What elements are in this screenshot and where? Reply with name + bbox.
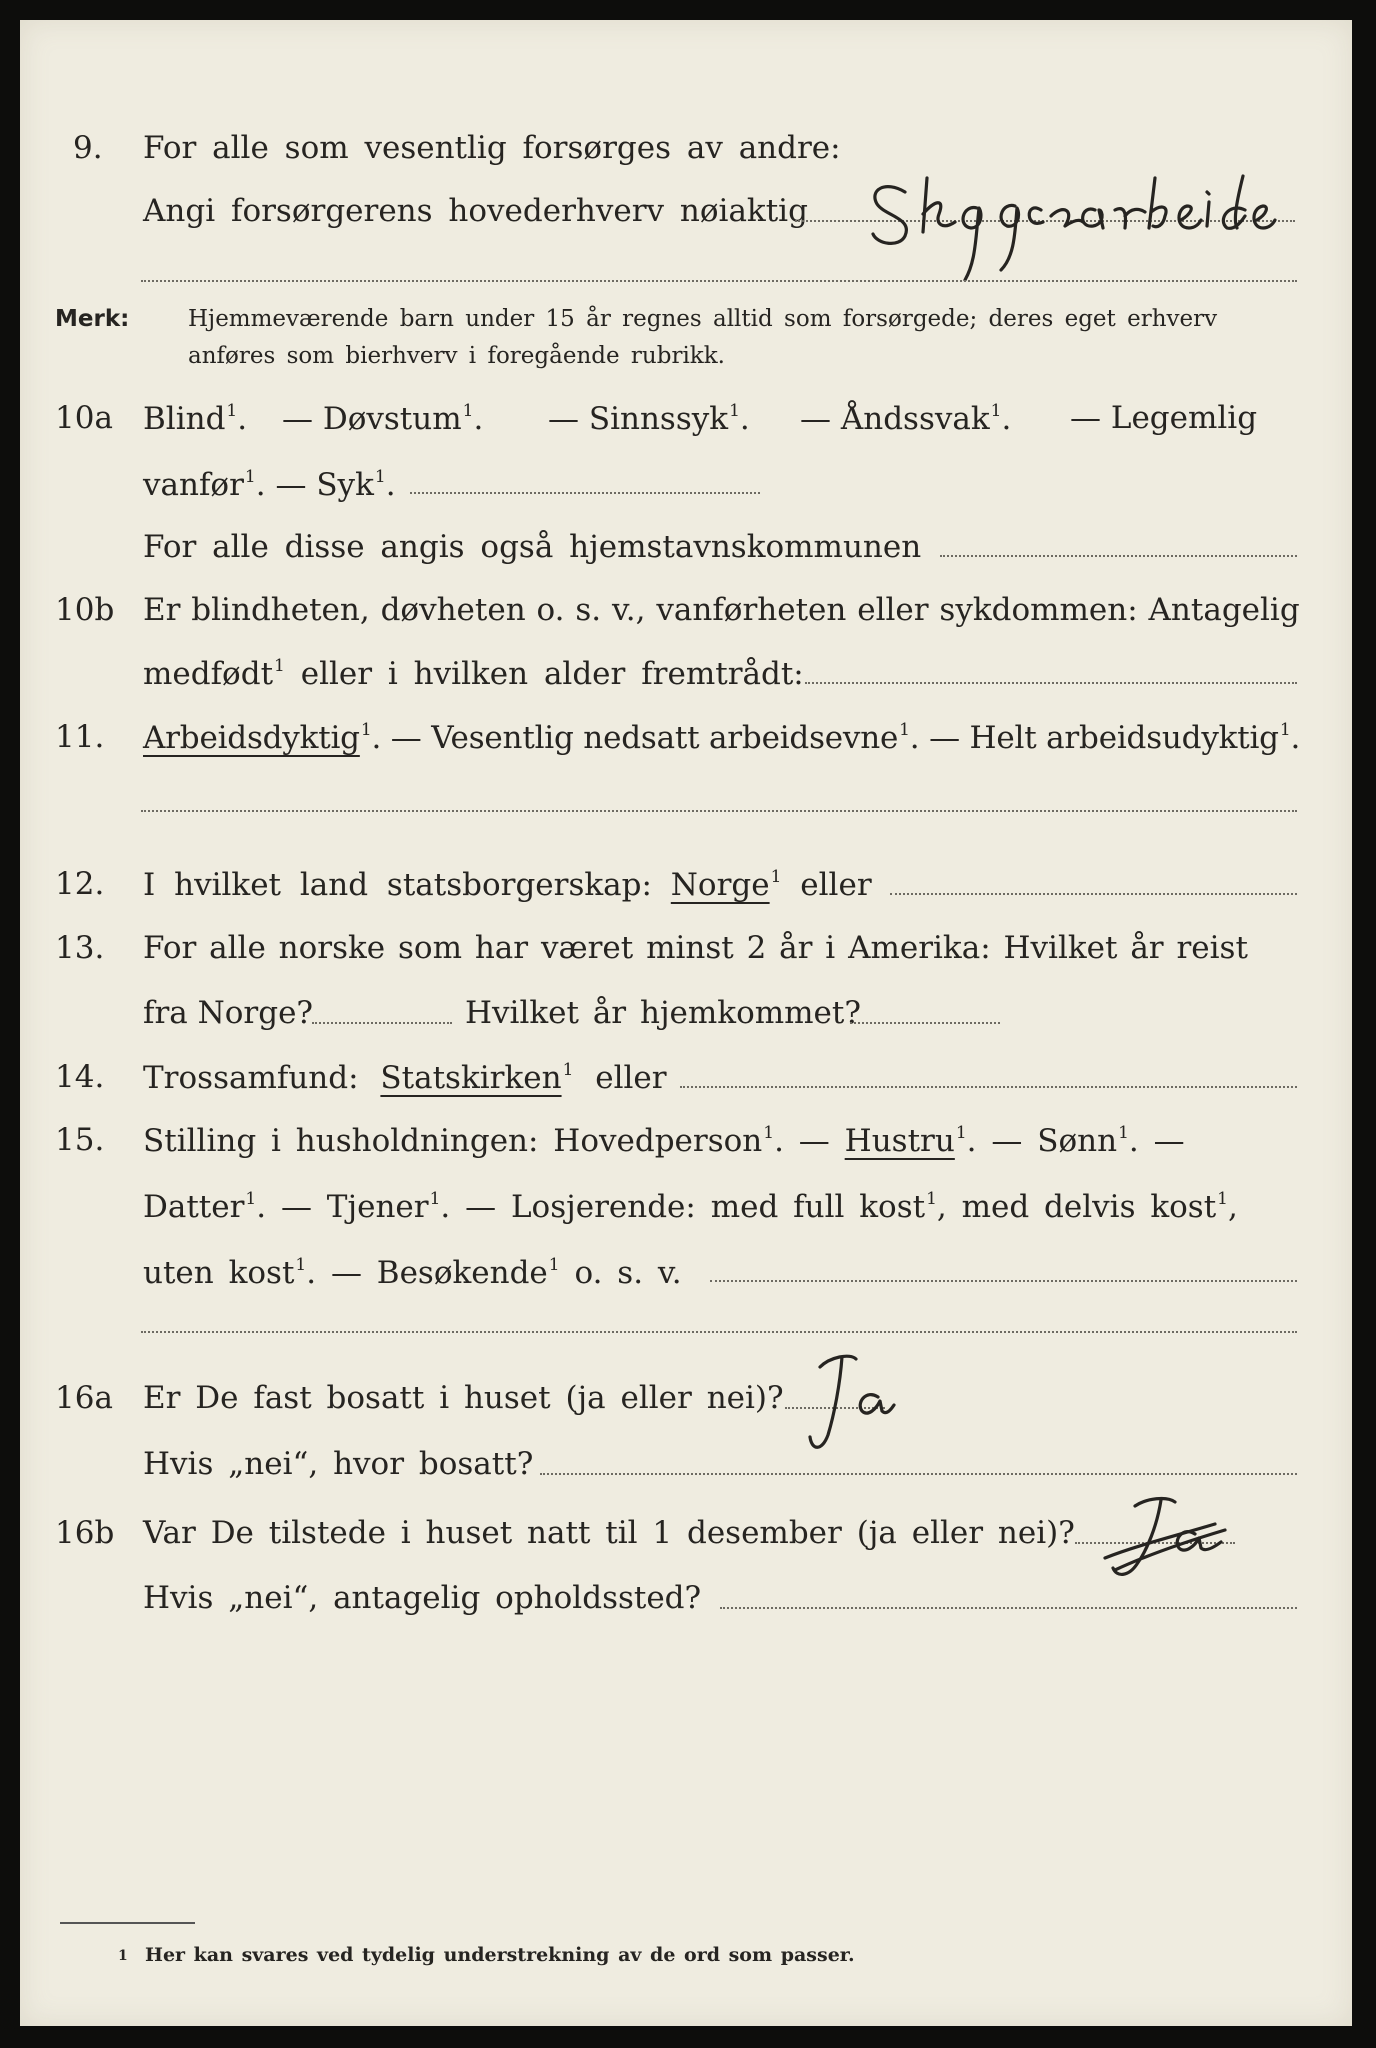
footnote-text: Her kan svares ved tydelig understrekning av de ord som passer. [145, 1944, 855, 1966]
q16b-line2: Hvis „nei“, antagelig opholdssted? [143, 1580, 702, 1616]
footnote-mark: 1 [118, 1948, 128, 1964]
q9-line1: For alle som vesentlig forsørges av andre: [143, 130, 841, 166]
option-syk: — Syk [275, 467, 374, 503]
q16a-bosatt-line [540, 1473, 1297, 1475]
q10a-hjemstavn-line [940, 555, 1297, 557]
q10b-line [805, 682, 1297, 684]
option-dovstum: — Døvstum [282, 401, 462, 437]
option-sinnssyk: — Sinnssyk [548, 401, 729, 437]
q10b-alder: eller i hvilken alder fremtrådt: [300, 656, 804, 692]
q14-line [680, 1086, 1297, 1088]
option-statskirken-underlined: Statskirken [380, 1060, 562, 1096]
separator-line [141, 810, 1297, 812]
option-legemlig: — Legemlig [1070, 400, 1258, 436]
q12-number: 12. [55, 866, 105, 902]
q16b-opholdssted-line [720, 1607, 1297, 1609]
q9-handwritten-answer [865, 170, 1275, 280]
option-sinnssyk-wrap: — Sinnssyk$^1$. [548, 401, 750, 437]
option-hustru-underlined: Hustru [844, 1123, 955, 1159]
q15-number: 15. [55, 1122, 105, 1158]
q10b-line2: medfødt$^1$ eller i hvilken alder fremtrådt: [143, 656, 804, 692]
q10a-syk-line [410, 492, 760, 494]
q14-line: Trossamfund: Statskirken$^1$ eller [143, 1060, 667, 1096]
q12-eller: eller [800, 867, 872, 903]
q16b-handwritten-answer [1095, 1490, 1245, 1600]
option-medfodt: medfødt [143, 656, 274, 692]
q15-line [710, 1280, 1297, 1282]
q12-text: I hvilket land statsborgerskap: [143, 867, 652, 903]
option-arbeidsdyktig-underlined: Arbeidsdyktig [143, 720, 360, 756]
q10b-line1: Er blindheten, døvheten o. s. v., vanførheten eller sykdommen: Antagelig [143, 592, 1300, 628]
option-vanfor: vanfør [143, 467, 244, 503]
q14-number: 14. [55, 1059, 105, 1095]
q9-line2: Angi forsørgerens hovederhverv nøiaktig [143, 193, 808, 229]
separator-line [141, 280, 1297, 282]
q10a-line2: vanfør$^1$. — Syk$^1$. [143, 467, 396, 503]
q16a-number: 16a [55, 1380, 113, 1416]
q16a-handwritten-answer [790, 1345, 900, 1465]
merk-line1: Hjemmeværende barn under 15 år regnes alltid som forsørgede; deres eget erhverv [188, 306, 1218, 332]
q11-line: Arbeidsdyktig$^1$. — Vesentlig nedsatt arbeidsevne$^1$. — Helt arbeidsudyktig$^1$. [143, 720, 1301, 756]
q9-number: 9. [73, 130, 103, 166]
q16b-line1: Var De tilstede i huset natt til 1 desember (ja eller nei)? [143, 1515, 1075, 1551]
q13-reist-line [312, 1022, 452, 1024]
q12-line [890, 893, 1297, 895]
q10a-line3: For alle disse angis også hjemstavnskommunen [143, 529, 922, 565]
merk-label: Merk: [55, 306, 130, 332]
option-norge-underlined: Norge [670, 867, 770, 903]
q14-eller: eller [595, 1060, 667, 1096]
q15-line2: Datter$^1$. — Tjener$^1$. — Losjerende: med full kost$^1$, med delvis kost$^1$, [143, 1189, 1238, 1225]
q13-number: 13. [55, 930, 105, 966]
q11-number: 11. [55, 719, 105, 755]
q13-part2: Hvilket år hjemkommet? [465, 995, 861, 1031]
option-andssvak-wrap: — Åndssvak$^1$. [800, 401, 1012, 437]
q15-line3: uten kost$^1$. — Besøkende$^1$ o. s. v. [143, 1255, 682, 1291]
q10b-number: 10b [55, 592, 115, 628]
q13-hjemkommet-line [850, 1022, 1000, 1024]
q16a-line1: Er De fast bosatt i huset (ja eller nei)? [143, 1380, 784, 1416]
option-udyktig: . — Helt arbeidsudyktig [909, 720, 1279, 756]
separator-line [141, 1331, 1297, 1333]
q12-line: I hvilket land statsborgerskap: Norge$^1$ eller [143, 867, 872, 903]
q13-part1: fra Norge? [143, 995, 314, 1031]
merk-line2: anføres som bierhverv i foregående rubrikk. [188, 343, 725, 369]
q13-line1: For alle norske som har været minst 2 år i Amerika: Hvilket år reist [143, 930, 1248, 966]
q16a-line2: Hvis „nei“, hvor bosatt? [143, 1446, 534, 1482]
option-nedsatt: . — Vesentlig nedsatt arbeidsevne [371, 720, 899, 756]
q10a-number: 10a [55, 400, 113, 436]
option-andssvak: — Åndssvak [800, 401, 990, 437]
q14-text: Trossamfund: [143, 1060, 359, 1096]
option-dovstum-wrap: — Døvstum$^1$. [282, 401, 484, 437]
footnote-rule [60, 1922, 195, 1924]
census-form-page [20, 20, 1352, 2026]
q15-line1: Stilling i husholdningen: Hovedperson$^1$. — Hustru$^1$. — Sønn$^1$. — [143, 1123, 1185, 1159]
q10a-line1: Blind$^1$. [143, 401, 248, 437]
option-blind: Blind [143, 401, 226, 437]
q16b-number: 16b [55, 1515, 115, 1551]
